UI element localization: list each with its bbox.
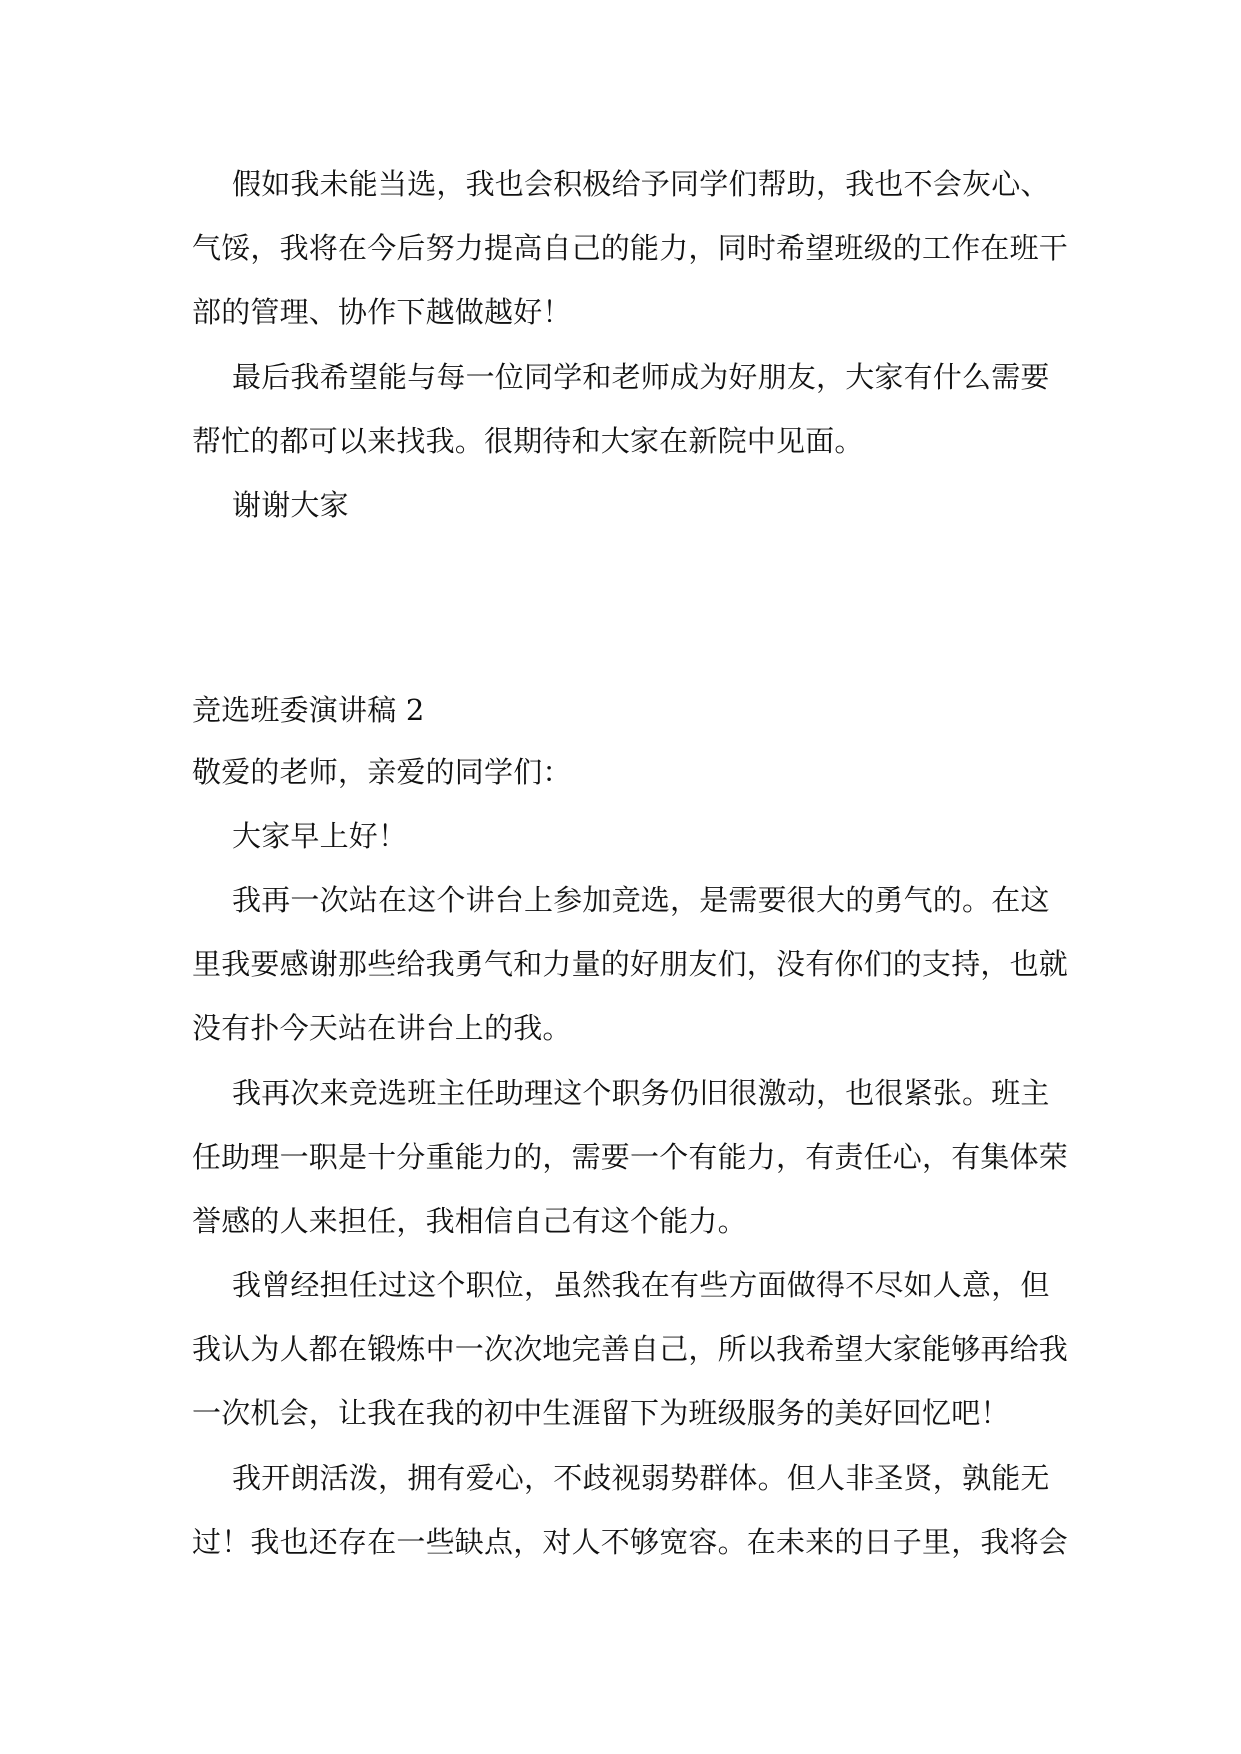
section-title: 竞选班委演讲稿 2	[192, 693, 425, 727]
paragraph-3-line-3: 没有扑今天站在讲台上的我。	[192, 1011, 572, 1045]
paragraph-5-line-1: 我曾经担任过这个职位，虽然我在有些方面做得不尽如人意，但	[232, 1268, 1050, 1302]
paragraph-4-line-1: 我再次来竞选班主任助理这个职务仍旧很激动，也很紧张。班主	[232, 1076, 1050, 1110]
paragraph-4-line-2: 任助理一职是十分重能力的，需要一个有能力，有责任心，有集体荣	[192, 1140, 1069, 1174]
paragraph-1-line-1: 假如我未能当选，我也会积极给予同学们帮助，我也不会灰心、	[232, 167, 1050, 201]
paragraph-4-line-3: 誉感的人来担任，我相信自己有这个能力。	[192, 1204, 747, 1238]
paragraph-2-line-1: 最后我希望能与每一位同学和老师成为好朋友，大家有什么需要	[232, 360, 1050, 394]
paragraph-6-line-2: 过！我也还存在一些缺点，对人不够宽容。在未来的日子里，我将会	[192, 1525, 1069, 1559]
paragraph-1-line-2: 气馁，我将在今后努力提高自己的能力，同时希望班级的工作在班干	[192, 231, 1069, 265]
paragraph-3-line-1: 我再一次站在这个讲台上参加竞选，是需要很大的勇气的。在这	[232, 883, 1050, 917]
paragraph-5-line-2: 我认为人都在锻炼中一次次地完善自己，所以我希望大家能够再给我	[192, 1332, 1069, 1366]
paragraph-6-line-1: 我开朗活泼，拥有爱心，不歧视弱势群体。但人非圣贤，孰能无	[232, 1461, 1050, 1495]
paragraph-2-line-2: 帮忙的都可以来找我。很期待和大家在新院中见面。	[192, 424, 864, 458]
salutation: 敬爱的老师，亲爱的同学们：	[192, 755, 572, 789]
paragraph-5-line-3: 一次机会，让我在我的初中生涯留下为班级服务的美好回忆吧！	[192, 1396, 1010, 1430]
paragraph-3-line-2: 里我要感谢那些给我勇气和力量的好朋友们，没有你们的支持，也就	[192, 947, 1069, 981]
paragraph-1-line-3: 部的管理、协作下越做越好！	[192, 295, 572, 329]
greeting: 大家早上好！	[232, 819, 408, 853]
thanks-text: 谢谢大家	[232, 488, 349, 522]
